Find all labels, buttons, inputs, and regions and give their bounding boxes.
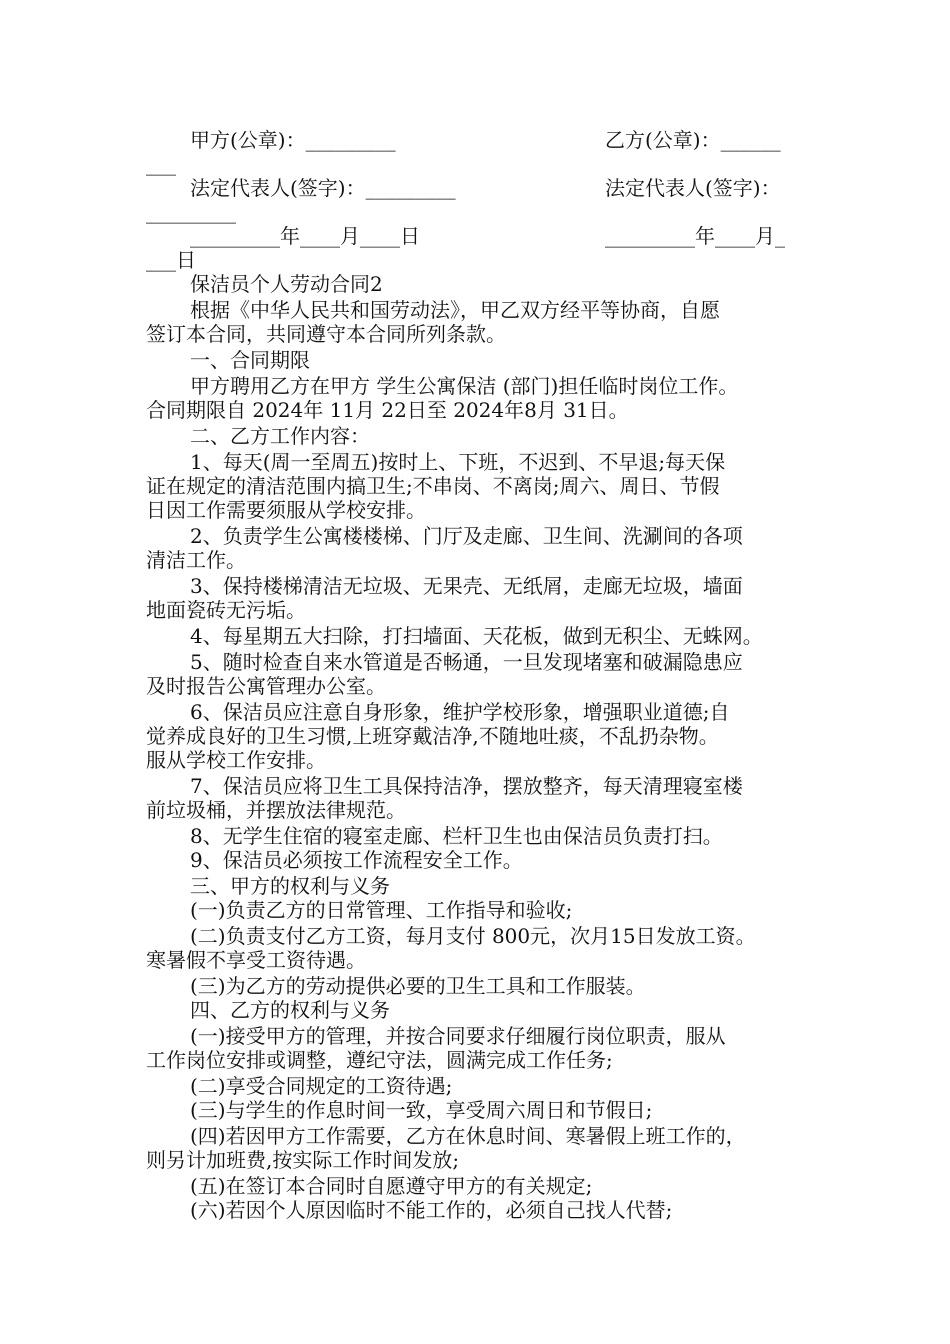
body-line: 签订本合同，共同遵守本合同所列条款。 (146, 322, 506, 346)
body-line: 5、随时检查自来水管道是否畅通，一旦发现堵塞和破漏隐患应 (190, 650, 743, 674)
body-line: 地面瓷砖无污垢。 (146, 598, 306, 622)
body-line: 4、每星期五大扫除，打扫墙面、天花板，做到无积尘、无蛛网。 (190, 624, 763, 648)
body-line: 6、保洁员应注意自身形象，维护学校形象，增强职业道德;自 (190, 700, 730, 724)
body-line: (四)若因甲方工作需要，乙方在休息时间、寒暑假上班工作的， (190, 1124, 746, 1148)
party-b-representative-continuation: _________ (146, 200, 236, 224)
body-line: 根据《中华人民共和国劳动法》，甲乙双方经平等协商，自愿 (190, 298, 720, 322)
body-line: 合同期限自 2024年 11月 22日至 2024年8月 31日。 (146, 398, 629, 422)
body-line: 1、每天(周一至周五)按时上、下班，不迟到、不早退;每天保 (190, 450, 726, 474)
body-line: (二)享受合同规定的工资待遇; (190, 1074, 453, 1098)
body-line: 7、保洁员应将卫生工具保持洁净，摆放整齐，每天清理寝室楼 (190, 774, 743, 798)
section-heading: 四、乙方的权利与义务 (190, 998, 390, 1022)
body-line: 清洁工作。 (146, 548, 246, 572)
body-line: 证在规定的清洁范围内搞卫生;不串岗、不离岗;周六、周日、节假 (146, 474, 720, 498)
body-line: 觉养成良好的卫生习惯,上班穿戴洁净,不随地吐痰，不乱扔杂物。 (146, 724, 719, 748)
body-line: (五)在签订本合同时自愿遵守甲方的有关规定; (190, 1174, 593, 1198)
body-line: 则另计加班费,按实际工作时间发放; (146, 1148, 460, 1172)
party-b-representative-line: 法定代表人(签字)： (605, 176, 781, 200)
section-heading: 一、合同期限 (190, 348, 310, 372)
body-line: 甲方聘用乙方在甲方 学生公寓保洁 (部门)担任临时岗位工作。 (190, 374, 739, 398)
body-line: (二)负责支付乙方工资，每月支付 800元，次月15日发放工资。 (190, 924, 756, 948)
party-b-seal-continuation: ___ (146, 152, 176, 176)
body-line: 工作岗位安排或调整，遵纪守法，圆满完成工作任务; (146, 1048, 613, 1072)
party-a-seal-line: 甲方(公章)：_________ (190, 128, 396, 152)
party-b-seal-line: 乙方(公章)：______ (605, 128, 781, 152)
body-line: (一)接受甲方的管理，并按合同要求仔细履行岗位职责，服从 (190, 1024, 726, 1048)
body-line: (三)为乙方的劳动提供必要的卫生工具和工作服装。 (190, 974, 646, 998)
body-line: 及时报告公寓管理办公室。 (146, 674, 386, 698)
body-line: 8、无学生住宿的寝室走廊、栏杆卫生也由保洁员负责打扫。 (190, 824, 723, 848)
party-b-date-continuation: ___日 (146, 248, 196, 272)
body-line: 2、负责学生公寓楼楼梯、门厅及走廊、卫生间、洗涮间的各项 (190, 524, 743, 548)
body-line: 日因工作需要须服从学校安排。 (146, 498, 426, 522)
section-heading: 二、乙方工作内容： (190, 424, 370, 448)
body-line: (六)若因个人原因临时不能工作的，必须自己找人代替; (190, 1198, 673, 1222)
section-heading: 三、甲方的权利与义务 (190, 874, 390, 898)
body-line: 9、保洁员必须按工作流程安全工作。 (190, 848, 523, 872)
body-line: 3、保持楼梯清洁无垃圾、无果壳、无纸屑，走廊无垃圾，墙面 (190, 574, 743, 598)
body-line: 服从学校工作安排。 (146, 748, 326, 772)
body-line: (三)与学生的作息时间一致，享受周六周日和节假日; (190, 1098, 653, 1122)
party-b-date-line: _________年____月_ (605, 224, 785, 248)
body-line: 寒暑假不享受工资待遇。 (146, 948, 366, 972)
body-line: (一)负责乙方的日常管理、工作指导和验收; (190, 898, 573, 922)
contract-title: 保洁员个人劳动合同2 (190, 272, 383, 296)
party-a-representative-line: 法定代表人(签字)：_________ (190, 176, 456, 200)
body-line: 前垃圾桶，并摆放法律规范。 (146, 798, 406, 822)
party-a-date-line: _________年____月____日 (190, 224, 420, 248)
